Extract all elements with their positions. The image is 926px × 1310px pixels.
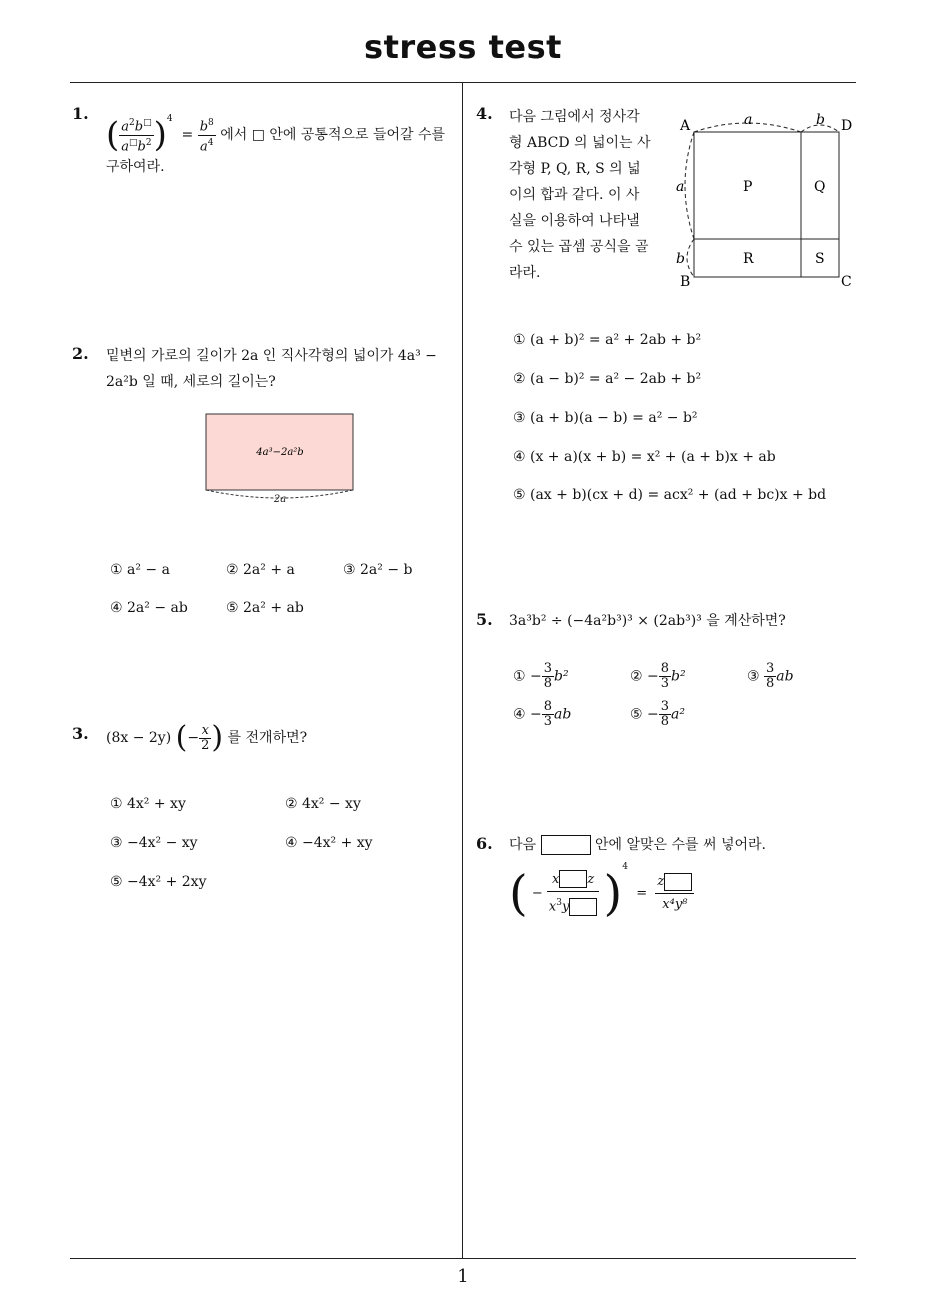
q1-prompt-line2: 구하여라.: [106, 159, 165, 175]
q2-line2: 2a²b 일 때, 세로의 길이는?: [106, 374, 276, 390]
page-number: 1: [457, 1266, 469, 1287]
q2-choice-2[interactable]: ② 2a² + a: [226, 562, 295, 578]
q5-text: 3a³b² ÷ (−4a²b³)³ × (2ab³)³ 을 계산하면?: [509, 613, 786, 629]
q2-number: 2.: [72, 344, 89, 363]
q1-prompt: 에서 □ 안에 공통적으로 들어갈 수를: [220, 127, 446, 143]
q1-text: [106, 106, 456, 155]
q5-choice-3[interactable]: ③ $\frac{3}{8}$ ab: [747, 661, 794, 691]
q6-text: 다음 안에 알맞은 수를 써 넣어라.: [509, 837, 766, 853]
q5-choice-1[interactable]: ① − $\frac{3}{8}$ b²: [513, 661, 569, 691]
q3-choice-5[interactable]: ⑤ −4x² + 2xy: [110, 874, 207, 890]
q4-label-B: B: [680, 274, 691, 290]
q6-number: 6.: [476, 834, 493, 853]
q6-blank-x[interactable]: [559, 870, 587, 888]
q2-rectangle-figure: [200, 410, 360, 506]
q1-lhs-fraction: $\frac{a^2b^□}{a^□b^2}$: [121, 118, 152, 154]
q6-lhs-fraction: $\frac{\text{x z}}{x^3y}$: [547, 869, 599, 918]
q2-choice-5[interactable]: ⑤ 2a² + ab: [226, 600, 304, 616]
q4-line-5: 실을 이용하여 나타낼: [509, 213, 640, 229]
column-divider: [462, 83, 463, 1258]
q3-choice-4[interactable]: ④ −4x² + xy: [285, 835, 373, 851]
q4-region-S: S: [815, 251, 825, 267]
q4-label-a-left: a: [676, 179, 685, 195]
q4-label-D: D: [841, 118, 853, 134]
q4-region-Q: Q: [814, 179, 826, 195]
q4-region-R: R: [743, 251, 754, 267]
q6-rhs-fraction: $\frac{z}{\text{x⁴y⁸}}$: [655, 871, 694, 916]
q4-label-a-top: a: [744, 112, 753, 128]
q4-line-2: 형 ABCD 의 넓이는 사: [509, 135, 651, 151]
q3-fraction: $\frac{x}{2}$: [201, 722, 210, 753]
bottom-rule: [70, 1258, 856, 1259]
q4-choice-1[interactable]: ① (a + b)² = a² + 2ab + b²: [513, 332, 702, 348]
q3-expr: (8x − 2y): [106, 730, 172, 746]
q3-choice-2[interactable]: ② 4x² − xy: [285, 796, 361, 812]
q3-text: (8x − 2y) (− $\frac{x}{2}$ ) 를 전개하면?: [106, 720, 308, 755]
q4-number: 4.: [476, 104, 493, 123]
q3-number: 3.: [72, 724, 89, 743]
q3-prompt: 를 전개하면?: [227, 730, 308, 746]
q1-formula: ( $\frac{a^2b^□}{a^□b^2}$ )$^4$ = $\frac{b^8}{a^4}$: [106, 114, 214, 155]
q2-line1: 밑변의 가로의 길이가 2a 인 직사각형의 넓이가 4a³ −: [106, 348, 437, 364]
q4-choice-3[interactable]: ③ (a + b)(a − b) = a² − b²: [513, 410, 698, 426]
q4-label-A: A: [680, 118, 691, 134]
q4-line-6: 수 있는 곱셈 공식을 골: [509, 239, 649, 255]
q4-line-1: 다음 그림에서 정사각: [509, 109, 640, 125]
q5-choice-5[interactable]: ⑤ − $\frac{3}{8}$ a²: [630, 699, 685, 729]
q4-line-4: 이의 합과 같다. 이 사: [509, 187, 640, 203]
q4-line-7: 라라.: [509, 265, 541, 281]
q6-formula: ( − $\frac{\text{x z}}{x^3y}$ )$^4$ = $\frac{z}{\text{x⁴y⁸}}$: [509, 862, 694, 918]
q1-number: 1.: [72, 104, 89, 123]
q4-square-figure: [670, 108, 860, 292]
q6-blank-z[interactable]: [664, 873, 692, 891]
q4-label-C: C: [841, 274, 852, 290]
q4-label-b-left: b: [676, 251, 685, 267]
q4-choice-4[interactable]: ④ (x + a)(x + b) = x² + (a + b)x + ab: [513, 449, 776, 465]
q4-choice-5[interactable]: ⑤ (ax + b)(cx + d) = acx² + (ad + bc)x + bd: [513, 487, 827, 503]
q4-label-b-top: b: [816, 112, 825, 128]
q2-choice-1[interactable]: ① a² − a: [110, 562, 170, 578]
q2-choice-3[interactable]: ③ 2a² − b: [343, 562, 413, 578]
q3-choice-3[interactable]: ③ −4x² − xy: [110, 835, 198, 851]
q5-choice-2[interactable]: ② − $\frac{8}{3}$ b²: [630, 661, 686, 691]
q6-blank-box[interactable]: [541, 835, 591, 855]
top-rule: [70, 82, 856, 83]
q6-blank-y[interactable]: [569, 898, 597, 916]
q5-number: 5.: [476, 610, 493, 629]
q4-choice-2[interactable]: ② (a − b)² = a² − 2ab + b²: [513, 371, 702, 387]
q1-rhs-fraction: $\frac{b^8}{a^4}$: [199, 118, 214, 154]
q2-choice-4[interactable]: ④ 2a² − ab: [110, 600, 188, 616]
q4-region-P: P: [743, 179, 753, 195]
q3-choice-1[interactable]: ① 4x² + xy: [110, 796, 186, 812]
q4-line-3: 각형 P, Q, R, S 의 넓: [509, 161, 641, 177]
page-title: stress test: [364, 28, 562, 66]
q5-choice-4[interactable]: ④ − $\frac{8}{3}$ ab: [513, 699, 572, 729]
q2-area-label: 4a³−2a²b: [256, 447, 304, 458]
q2-width-label: 2a: [273, 494, 287, 505]
